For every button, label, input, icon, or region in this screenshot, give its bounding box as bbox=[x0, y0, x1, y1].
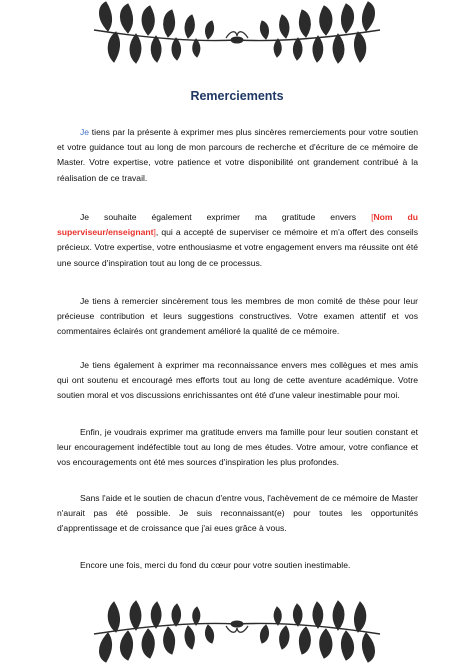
paragraph-2-bracket-open: [ bbox=[371, 212, 374, 222]
supervisor-name-placeholder: Nom du superviseur/enseignant bbox=[57, 212, 419, 238]
paragraph-6 bbox=[57, 491, 418, 537]
page-title: Remerciements bbox=[190, 89, 284, 103]
paragraph-5 bbox=[57, 425, 418, 471]
paragraph-1-text: tiens par la présente à exprimer mes plus sincères remerciements pour votre soutien et votre guidance tout au long de mon parcours de recherche et d'écriture de ce mémoire de Master. Votre expertise, votre patience et votre disponibilité ont grandement contribué à la réalisation de ce travail. bbox=[57, 127, 418, 183]
paragraph-1-lead: Je bbox=[80, 127, 90, 137]
paragraph-5-text: Enfin, je voudrais exprimer ma gratitude envers ma famille pour leur soutien constant et leur encouragement indéfectible tout au long de mes études. Votre amour, votre confiance et vos encouragements ont été mes sources d'inspiration les plus profondes. bbox=[57, 427, 418, 468]
bottom-laurel-ornament-icon bbox=[86, 598, 388, 664]
paragraph-2-bracket-close: ] bbox=[153, 227, 156, 238]
paragraph-4-text: Je tiens également à exprimer ma reconnaissance envers mes collègues et mes amis qui ont soutenu et encouragé mes efforts tout au long de cette aventure académique. Votre soutien moral et vos discussions enrichissantes ont été d'une valeur inestimable pour moi. bbox=[57, 360, 418, 401]
paragraph-2-after: , qui a accepté de superviser ce mémoire et m'a offert des conseils précieux. Votre expertise, votre enthousiasme et votre engagement envers ma réussite ont été une source d'inspiration tout au long de ce processus. bbox=[57, 227, 418, 268]
paragraph-1 bbox=[57, 125, 418, 186]
paragraph-4 bbox=[57, 358, 418, 404]
paragraph-7 bbox=[57, 558, 418, 573]
paragraph-6-text: Sans l'aide et le soutien de chacun d'entre vous, l'achèvement de ce mémoire de Master n'aurait pas été possible. Je suis reconnaissant(e) pour toutes les opportunités d'apprentissage et de croissance que j'ai eues grâce à vous. bbox=[57, 493, 418, 534]
paragraph-3 bbox=[57, 294, 418, 340]
paragraph-3-text: Je tiens à remercier sincèrement tous les membres de mon comité de thèse pour leur précieuse contribution et leurs suggestions constructives. Votre examen attentif et vos commentaires éclairés ont grandement amélioré la qualité de ce mémoire. bbox=[57, 296, 418, 337]
paragraph-7-text: Encore une fois, merci du fond du cœur pour votre soutien inestimable. bbox=[80, 560, 351, 570]
top-laurel-ornament-icon bbox=[86, 0, 388, 66]
paragraph-2-before: Je souhaite également exprimer ma gratitude envers bbox=[80, 212, 372, 222]
paragraph-2 bbox=[57, 210, 418, 271]
